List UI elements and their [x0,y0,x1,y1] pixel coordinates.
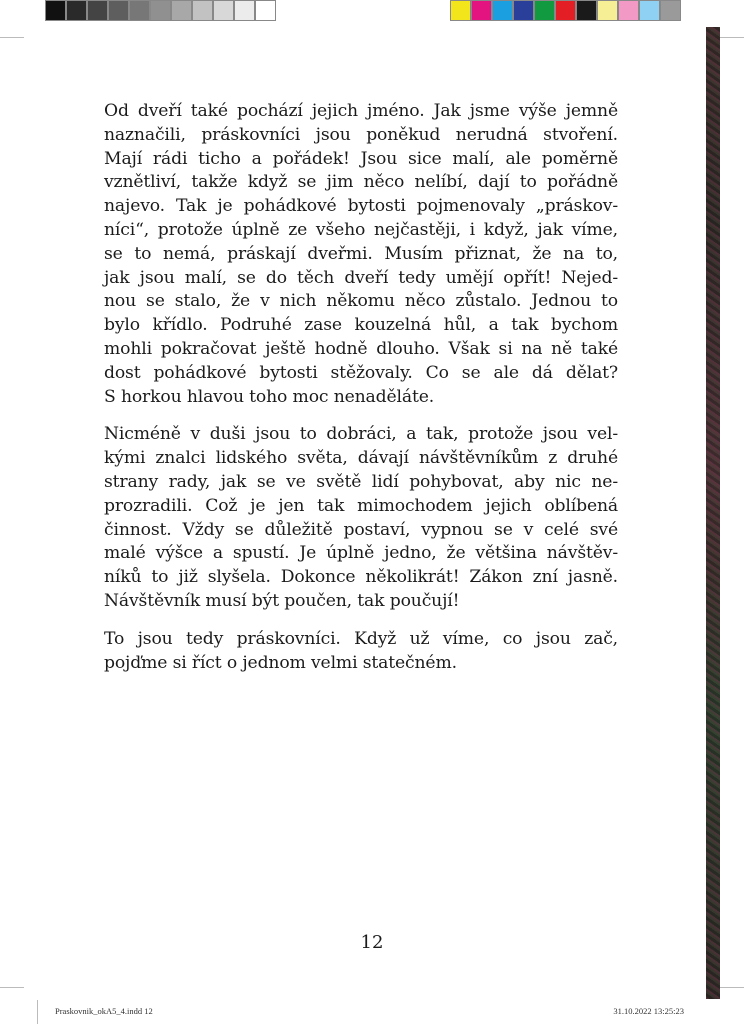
text-line: mohli pokračovat ještě hodně dlouho. Však si na ně také [104,338,618,359]
slug-filename: Praskovnik_okA5_4.indd 12 [55,1006,153,1016]
text-line: Od dveří také pochází jejich jméno. Jak jsme výše jemně [104,101,618,121]
text-line: pojďme si říct o jednom velmi statečném. [104,652,457,673]
text-line: Mají rádi ticho a pořádek! Jsou sice malí, ale poměrně [104,148,618,169]
crop-mark-top-left [0,37,24,38]
text-line: strany rady, jak se ve světě lidí pohybovat, aby nic ne- [104,471,618,492]
color-swatch [618,0,639,21]
text-line: prozradili. Což je jen tak mimochodem jejich oblíbená [104,495,618,516]
crop-mark-bottom-vertical [37,1000,38,1024]
color-swatch [576,0,597,21]
text-line: činnost. Vždy se důležitě postaví, vypnou se v celé své [104,519,618,540]
crop-mark-top-right [720,37,744,38]
text-line: naznačili, práskovníci jsou poněkud nerudná stvoření. [104,124,618,145]
gray-swatch [171,0,192,21]
text-line: jak jsou malí, se do těch dveří tedy umějí opřít! Nejed- [104,267,618,288]
gray-swatch [87,0,108,21]
text-line: najevo. Tak je pohádkové bytosti pojmenovaly „práskov- [104,196,618,217]
text-line: dost pohádkové bytosti stěžovaly. Co se ale dá dělat? [104,362,618,383]
text-line: malé výšce a spustí. Je úplně jedno, že většina návštěv- [104,543,618,564]
page-number: 12 [360,932,384,953]
text-line: níků to již slyšela. Dokonce několikrát! Zákon zní jasně. [104,567,618,588]
text-line: bylo křídlo. Podruhé zase kouzelná hůl, a tak bychom [104,315,618,336]
body-text [104,100,618,689]
color-swatch [450,0,471,21]
gray-swatch [108,0,129,21]
gray-swatch [255,0,276,21]
text-line: Nicméně v duši jsou to dobráci, a tak, protože jsou vel- [104,424,618,445]
bleed-image-strip [706,27,720,999]
text-line: To jsou tedy práskovníci. Když už víme, co jsou zač, [104,628,618,649]
gray-swatch [192,0,213,21]
crop-mark-bottom-right [720,987,744,988]
grayscale-calibration-bar [45,0,276,23]
color-swatch [492,0,513,21]
gray-swatch [45,0,66,21]
text-line: níci“, protože úplně ze všeho nejčastěji, i když, jak víme, [104,219,618,240]
text-line: vznětliví, takže když se jim něco nelíbí, dají to pořádně [104,172,618,193]
color-swatch [597,0,618,21]
color-swatch [534,0,555,21]
gray-swatch [213,0,234,21]
color-swatch [555,0,576,21]
gray-swatch [129,0,150,21]
color-swatch [513,0,534,21]
color-swatch [660,0,681,21]
paragraph [104,423,618,613]
paragraph [104,100,618,409]
paragraph [104,628,618,676]
gray-swatch [66,0,87,21]
color-swatch [471,0,492,21]
crop-mark-bottom-left [0,987,24,988]
text-line: S horkou hlavou toho moc nenaděláte. [104,386,435,407]
text-line: nou se stalo, že v nich někomu něco zůstalo. Jednou to [104,291,618,312]
text-line: Návštěvník musí být poučen, tak poučují! [104,590,460,611]
color-calibration-bar [450,0,681,23]
text-line: kými znalci lidského světa, dávají návštěvníkům z druhé [104,448,618,469]
gray-swatch [150,0,171,21]
color-swatch [639,0,660,21]
text-line: se to nemá, práskají dveřmi. Musím přiznat, že na to, [104,243,618,264]
gray-swatch [234,0,255,21]
slug-datetime: 31.10.2022 13:25:23 [613,1006,684,1016]
